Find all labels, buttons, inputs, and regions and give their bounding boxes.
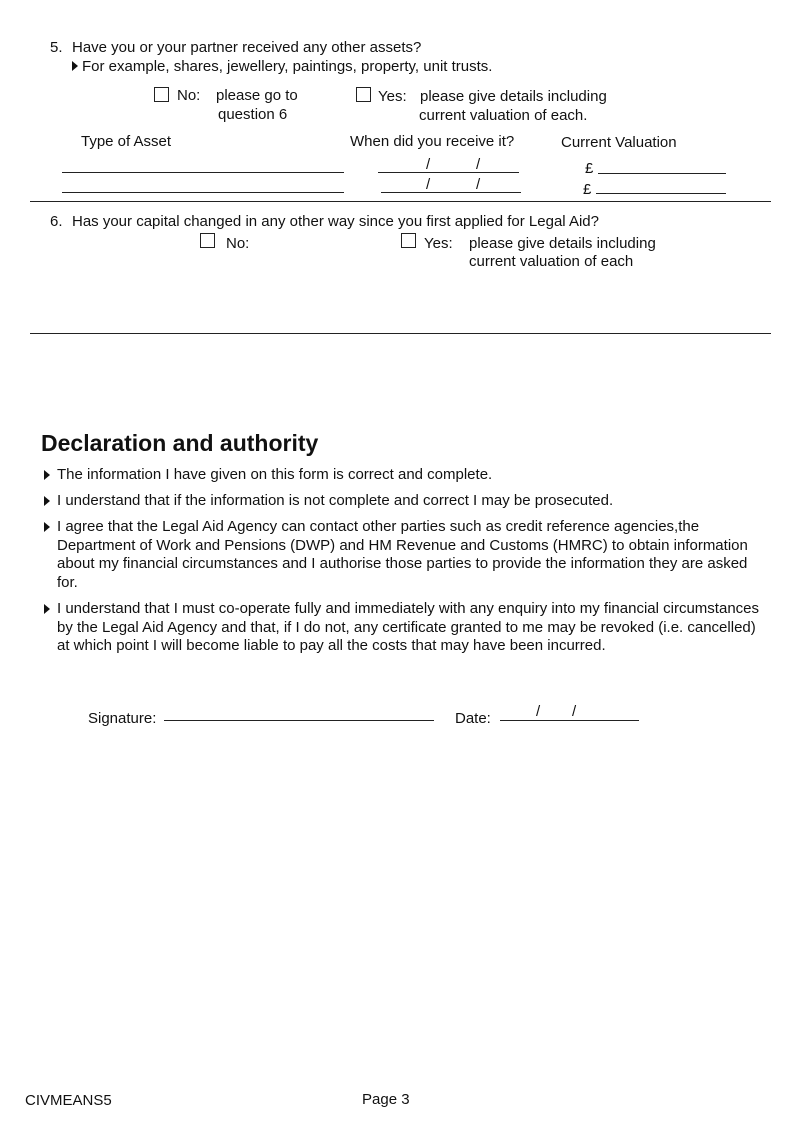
asset-type-field-1[interactable] <box>62 172 344 173</box>
declaration-item <box>44 466 759 485</box>
asset-date-field-2[interactable] <box>381 192 521 193</box>
declaration-item-text: I understand that I must co-operate fully and immediately with any enquiry into my financial circumstances by the Legal Aid Agency and that, if I do not, any certificate granted to me may be revoked (i.e. cancelled) at which point I will become liable to pay all the costs that may have been incurred. <box>57 600 759 654</box>
q5-no-checkbox[interactable] <box>154 87 169 102</box>
q5-example <box>72 58 492 76</box>
section-divider <box>30 333 771 334</box>
date-slash: / <box>426 156 431 173</box>
q5-col-when: When did you receive it? <box>350 133 515 150</box>
asset-valuation-field-1[interactable] <box>598 173 726 174</box>
bullet-arrow-icon <box>44 496 50 506</box>
declaration-item-text: I understand that if the information is not complete and correct I may be prosecuted. <box>57 492 614 509</box>
q6-question: Has your capital changed in any other way since you first applied for Legal Aid? <box>72 213 599 230</box>
q5-no-hint-2: question 6 <box>218 106 288 123</box>
declaration-item <box>44 600 759 656</box>
q6-yes-label: Yes: <box>424 235 453 252</box>
asset-valuation-field-2[interactable] <box>596 193 726 194</box>
q5-yes-hint-1: please give details including <box>420 88 607 105</box>
q6-number: 6. <box>50 213 63 230</box>
date-slash: / <box>536 703 541 720</box>
q6-yes-hint-2: current valuation of each <box>469 253 634 270</box>
q5-col-valuation: Current Valuation <box>561 134 677 151</box>
q5-col-type: Type of Asset <box>81 133 172 150</box>
q5-yes-label: Yes: <box>378 88 407 105</box>
declaration-item-text: I agree that the Legal Aid Agency can contact other parties such as credit reference agencies,the Department of Work and Pensions (DWP) and HM Revenue and Customs (HMRC) to obtain information about my financial circumstances and I authorise those parties to provide the information they are asked for. <box>57 518 748 591</box>
section-divider <box>30 201 771 202</box>
q6-yes-hint-1: please give details including <box>469 235 656 252</box>
declaration-item <box>44 492 759 511</box>
asset-type-field-2[interactable] <box>62 192 344 193</box>
bullet-arrow-icon <box>44 604 50 614</box>
declaration-item-text: The information I have given on this form is correct and complete. <box>57 466 493 483</box>
date-slash: / <box>572 703 577 720</box>
q5-example-text: For example, shares, jewellery, paintings, property, unit trusts. <box>82 58 493 75</box>
q6-yes-checkbox[interactable] <box>401 233 416 248</box>
q6-no-label: No: <box>226 235 250 252</box>
signature-field[interactable] <box>164 720 434 721</box>
date-slash: / <box>476 176 481 193</box>
form-code: CIVMEANS5 <box>25 1092 112 1109</box>
declaration-title: Declaration and authority <box>41 430 319 456</box>
date-label: Date: <box>455 710 491 727</box>
pound-sign: £ <box>585 160 594 177</box>
q5-number: 5. <box>50 39 63 56</box>
q5-no-label: No: <box>177 87 201 104</box>
bullet-arrow-icon <box>72 61 78 71</box>
asset-date-field-1[interactable] <box>378 172 519 173</box>
declaration-item <box>44 518 759 592</box>
q5-yes-hint-2: current valuation of each. <box>419 107 588 124</box>
pound-sign: £ <box>583 181 592 198</box>
signature-label: Signature: <box>88 710 157 727</box>
page-number: Page 3 <box>362 1091 410 1108</box>
date-slash: / <box>426 176 431 193</box>
declaration-date-field[interactable] <box>500 720 639 721</box>
q5-no-hint-1: please go to <box>216 87 298 104</box>
date-slash: / <box>476 156 481 173</box>
q6-no-checkbox[interactable] <box>200 233 215 248</box>
bullet-arrow-icon <box>44 522 50 532</box>
q5-yes-checkbox[interactable] <box>356 87 371 102</box>
bullet-arrow-icon <box>44 470 50 480</box>
q5-question: Have you or your partner received any other assets? <box>72 39 422 56</box>
